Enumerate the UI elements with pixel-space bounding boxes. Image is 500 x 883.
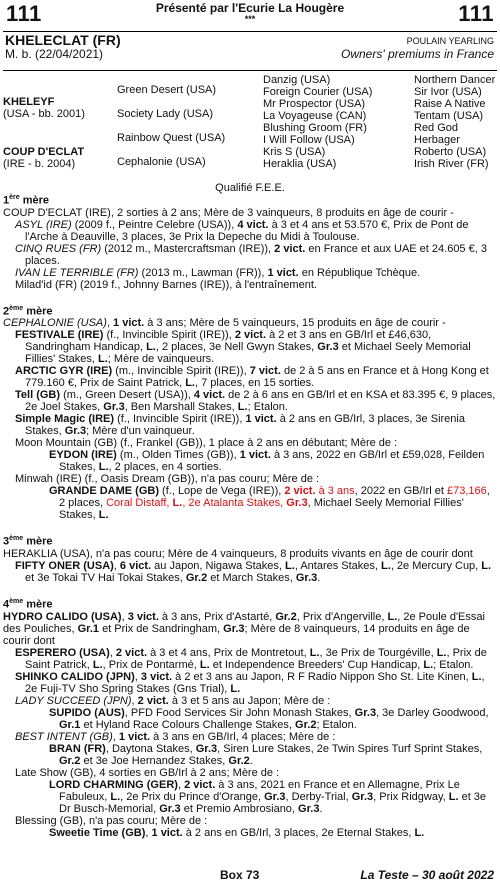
qualifie-fee: Qualifié F.E.E. bbox=[215, 182, 285, 194]
pedigree-gen4: Herbager bbox=[414, 134, 460, 146]
pedigree-sire-info: (USA - bb. 2001) bbox=[3, 108, 85, 120]
horse-category: POULAIN YEARLING bbox=[406, 36, 494, 46]
pedigree-dam: COUP D'ECLAT bbox=[3, 146, 85, 158]
pedigree-gen4: Irish River (FR) bbox=[414, 158, 489, 170]
grand-produce-entry: GRANDE DAME (GB) (f., Lope de Vega (IRE)), 2 vict. à 3 ans, 2022 en GB/Irl et £73,166, 2 places, Coral Distaff, L., 2e Atalanta Stakes, Gr.3, Michael Seely Memorial Fillies' Stakes, L. bbox=[49, 485, 490, 522]
pedigree-gen3: Mr Prospector (USA) bbox=[263, 98, 366, 110]
produce-entry: LADY SUCCEED (JPN), 2 vict. à 3 et 5 ans au Japon; Mère de : bbox=[15, 694, 331, 707]
lot-number-left: 111 bbox=[6, 1, 42, 26]
produce-entry: FIFTY ONER (USA), 6 vict. au Japon, Nigawa Stakes, L., Antares Stakes, L., 2e Mercury Cup, L. et 3e Tokai TV Hai Tokai Stakes, Gr.2 et March Stakes, Gr.3. bbox=[15, 559, 492, 584]
pedigree-gen4: Raise A Native bbox=[414, 98, 486, 110]
first-dam-text: COUP D'ECLAT (IRE), 2 sorties à 2 ans; Mère de 3 vainqueurs, 8 produits en âge de courir - bbox=[3, 206, 454, 219]
produce-entry: FESTIVALE (IRE) (f., Invincible Spirit (IRE)), 2 vict. à 2 et 3 ans en GB/Irl et £46,630, Sandringham Handicap, L., 2 places, 3e Nell Gwyn Stakes, Gr.3 et Michael Seely Memorial Fillies' Stakes, L.; Mère de vainqueurs. bbox=[15, 329, 471, 366]
produce-entry: Late Show (GB), 4 sorties en GB/Irl à 2 ans; Mère de : bbox=[15, 766, 280, 779]
pedigree-dam-info: (IRE - b. 2004) bbox=[3, 158, 76, 170]
pedigree-gen3: Blushing Groom (FR) bbox=[263, 122, 367, 134]
section-fourth-dam: 4ème mère bbox=[3, 597, 53, 611]
pedigree-gen2: Green Desert (USA) bbox=[117, 84, 217, 96]
pedigree-gen3: I Will Follow (USA) bbox=[263, 134, 355, 146]
produce-entry: Simple Magic (IRE) (f., Invincible Spirit (IRE)), 1 vict. à 2 ans en GB/Irl, 3 places, 3e Sirenia Stakes, Gr.3; Mère d'un vainqueur. bbox=[15, 413, 465, 438]
pedigree-gen3: Foreign Courier (USA) bbox=[263, 86, 373, 98]
produce-entry: CINQ RUES (FR) (2012 m., Mastercraftsman (IRE)), 2 vict. en France et aux UAE et 24.605 €, 3 places. bbox=[15, 242, 487, 267]
grand-produce-entry: BRAN (FR), Daytona Stakes, Gr.3, Siren Lure Stakes, 2e Twin Spires Turf Sprint Stakes, Gr.2 et 3e Joe Hernandez Stakes, Gr.2. bbox=[49, 742, 483, 767]
produce-entry: Tell (GB) (m., Green Desert (USA)), 4 vict. de 2 à 6 ans en GB/Irl et en KSA et 83.395 €, 9 places, 2e Joel Stakes, Gr.3, Ben Marshall Stakes, L.; Etalon. bbox=[15, 389, 496, 414]
pedigree-gen4: Red God bbox=[414, 122, 459, 134]
pedigree-gen3: Kris S (USA) bbox=[263, 146, 326, 158]
pedigree-gen2: Rainbow Quest (USA) bbox=[117, 132, 226, 144]
pedigree-gen3: Heraklia (USA) bbox=[263, 158, 337, 170]
pedigree-gen4: Northern Dancer bbox=[414, 74, 496, 86]
grand-produce-entry: SUPIDO (AUS), PFD Food Services Sir John Monash Stakes, Gr.3, 3e Darley Goodwood, Gr.1 et Hyland Race Colours Challenge Stakes, Gr.2; Etalon. bbox=[49, 706, 489, 731]
pedigree-gen4: Sir Ivor (USA) bbox=[414, 86, 482, 98]
produce-entry: ARCTIC GYR (IRE) (m., Invincible Spirit (IRE)), 7 vict. de 2 à 5 ans en France et à Hong Kong et 779.160 €, Prix de Saint Patrick, L., 7 places, en 15 sorties. bbox=[15, 365, 489, 390]
section-first-dam: 1ère mère bbox=[3, 194, 49, 207]
produce-entry: BEST INTENT (GB), 1 vict. à 3 ans en GB/Irl, 4 places; Mère de : bbox=[15, 730, 336, 743]
sale-place-date: La Teste – 30 août 2022 bbox=[360, 868, 494, 882]
pedigree-gen2: Society Lady (USA) bbox=[117, 108, 213, 120]
header-divider bbox=[3, 70, 497, 71]
lot-number-right: 111 bbox=[458, 1, 494, 26]
grand-produce-entry: EYDON (IRE) (m., Olden Times (GB)), 1 vict. à 3 ans, 2022 en GB/Irl et £59,028, Feilden Stakes, L., 2 places, en 4 sorties. bbox=[49, 449, 485, 474]
produce-entry: Minwah (IRE) (f., Oasis Dream (GB)), n'a pas couru; Mère de : bbox=[15, 473, 320, 486]
produce-entry: ASYL (IRE) (2009 f., Peintre Celebre (USA)), 4 vict. à 3 et 4 ans et 53.570 €, Prix de Pont de l'Arche à Deauville, 3 places, 3e Prix la Depeche du Midi à Toulouse. bbox=[15, 218, 469, 243]
section-third-dam: 3ème mère bbox=[3, 535, 53, 548]
presented-by: Présenté par l'Ecurie La Hougère bbox=[155, 1, 345, 15]
grand-produce-entry: Sweetie Time (GB), 1 vict. à 2 ans en GB/Irl, 3 places, 2e Eternal Stakes, L. bbox=[49, 826, 425, 839]
pedigree-sire: KHELEYF bbox=[3, 96, 55, 108]
grand-produce-entry: LORD CHARMING (GER), 2 vict. à 3 ans, 2021 en France et en Allemagne, Prix Le Fabuleux, L., 2e Prix du Prince d'Orange, Gr.3, Derby-Trial, Gr.3, Prix Ridgway, L. et 3e Dr Busch-Memorial, Gr.3 et Premio Ambrosiano, Gr.3. bbox=[49, 778, 487, 815]
second-dam-text: CEPHALONIE (USA), 1 vict. à 3 ans; Mère de 5 vainqueurs, 15 produits en âge de courir - bbox=[3, 317, 446, 330]
fourth-dam-text: HYDRO CALIDO (USA), 3 vict. à 3 ans, Prix d'Astarté, Gr.2, Prix d'Angerville, L., 2e Poule d'Essai des Pouliches, Gr.1 et Prix de Sandringham, Gr.3; Mère de 8 vainqueurs, 14 produits en âge de courir dont bbox=[3, 610, 485, 647]
produce-entry: SHINKO CALIDO (JPN), 3 vict. à 2 et 3 ans au Japon, R F Radio Nippon Sho St. Lite Kinen, L., 2e Fuji-TV Sho Spring Stakes (Gns Trial), L. bbox=[15, 670, 485, 695]
pedigree-gen2: Cephalonie (USA) bbox=[117, 156, 206, 168]
pedigree-gen4: Tentam (USA) bbox=[414, 110, 484, 122]
produce-entry: ESPERERO (USA), 2 vict. à 3 et 4 ans, Prix de Montretout, L., 3e Prix de Tourgéville, L., Prix de Saint Patrick, L., Prix de Pontarmé, L. et Independence Breeders' Cup Handicap, L.; Etalon. bbox=[15, 646, 487, 671]
pedigree-gen3: Danzig (USA) bbox=[263, 74, 331, 86]
produce-entry: Blessing (GB), n'a pas couru; Mère de : bbox=[15, 814, 208, 827]
header-center bbox=[0, 1, 500, 23]
owners-premiums: Owners' premiums in France bbox=[341, 47, 494, 61]
box-number: Box 73 bbox=[220, 868, 260, 882]
pedigree-gen4: Roberto (USA) bbox=[414, 146, 487, 158]
produce-entry: Milad'id (FR) (2019 f., Johnny Barnes (IRE)), à l'entraînement. bbox=[15, 278, 317, 291]
header-stars: *** bbox=[244, 14, 256, 24]
produce-entry: Moon Mountain (GB) (f., Frankel (GB)), 1 place à 2 ans en débutant; Mère de : bbox=[15, 437, 398, 450]
pedigree-gen3: La Voyageuse (CAN) bbox=[263, 110, 367, 122]
catalogue-body bbox=[3, 192, 497, 839]
section-second-dam: 2ème mère bbox=[3, 304, 53, 318]
horse-name: KHELECLAT (FR) bbox=[5, 32, 121, 48]
produce-entry: IVAN LE TERRIBLE (FR) (2013 m., Lawman (FR)), 1 vict. en République Tchèque. bbox=[15, 266, 421, 279]
third-dam-text: HERAKLIA (USA), n'a pas couru; Mère de 4 vainqueurs, 8 produits vivants en âge de courir dont bbox=[3, 547, 473, 560]
horse-name-box bbox=[3, 31, 497, 61]
horse-sex-dob: M. b. (22/04/2021) bbox=[5, 47, 104, 61]
